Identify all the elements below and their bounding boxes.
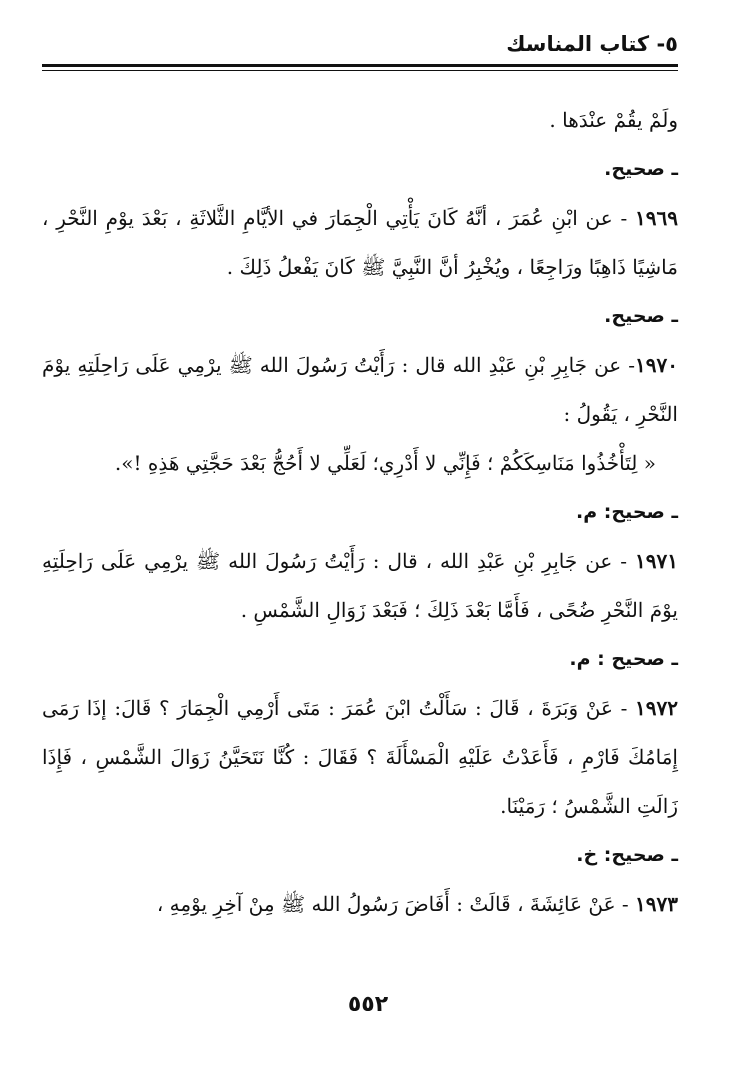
hadith-number: ١٩٧١ [635, 549, 678, 573]
hadith-text: - عن ابْنِ عُمَرَ ، أنَّهُ كَانَ يَأْتِي الْجِمَارَ في الأيَّامِ الثَّلاثَةِ ، بَعْدَ يوْمِ النَّحْرِ ، مَاشِيًا ذَاهِبًا ورَاجِعًا ، ويُخْبِرُ أنَّ النَّبِيَّ ﷺ كَانَ يَفْعلُ ذَلِكَ . [42, 206, 678, 279]
hadith-text: - عن جَابِرِ بْنِ عَبْدِ الله ، قال : رَأَيْتُ رَسُولَ الله ﷺ يرْمِي عَلَى رَاحِلَتِهِ يوْمَ النَّحْرِ ضُحًى ، فَأَمَّا بَعْدَ ذَلِكَ ؛ فَبَعْدَ زَوَالِ الشَّمْسِ . [42, 549, 678, 622]
grading-label: ـ صحيح: م. [576, 501, 678, 523]
hadith-text: - عَنْ وَبَرَةَ ، قَالَ : سَأَلْتُ ابْنَ عُمَرَ : مَتَى أَرْمِي الْجِمَارَ ؟ قَالَ: إذَا رَمَى إِمَامُكَ فَارْمِ ، فَأَعَدْتُ عَلَيْهِ الْمَسْأَلَةَ ؟ فَقَالَ : كُنَّا نَتَحَيَّنُ زَوَالَ الشَّمْسِ ، فَإِذَا زَالَتِ الشَّمْسُ ؛ رَمَيْنَا. [42, 696, 678, 818]
page-number: ٥٥٢ [347, 992, 389, 1017]
chapter-header: ٥- كتاب المناسك [506, 32, 678, 56]
text-line: ولَمْ يقُمْ عنْدَها . [549, 108, 678, 132]
grading-label: ـ صحيح. [604, 158, 678, 180]
hadith-number: ١٩٦٩ [635, 206, 678, 230]
grading-label: ـ صحيح : م. [569, 648, 678, 670]
hadith-text: - عَنْ عَائِشَةَ ، قَالَتْ : أَفَاضَ رَسُولُ الله ﷺ مِنْ آخِرِ يوْمِهِ ، [156, 892, 636, 916]
page-body [42, 96, 678, 929]
hadith-1971 [42, 537, 678, 635]
hadith-1969 [42, 194, 678, 292]
hadith-1973 [42, 880, 678, 929]
hadith-1970 [42, 341, 678, 439]
header-rule [42, 64, 678, 71]
hadith-1972 [42, 684, 678, 831]
hadith-number: ١٩٧٢ [635, 696, 678, 720]
hadith-number: ١٩٧٠ [635, 353, 679, 377]
hadith-number: ١٩٧٣ [635, 892, 678, 916]
hadith-quote: « لِتَأْخُذُوا مَنَاسِكَكُمْ ؛ فَإِنِّي لا أَدْرِي؛ لَعَلِّي لا أَحُجُّ بَعْدَ حَجَّتِي هَذِهِ !». [114, 451, 656, 475]
hadith-text: - عن جَابِرِ بْنِ عَبْدِ الله قال : رَأَيْتُ رَسُولَ الله ﷺ يرْمِي عَلَى رَاحِلَتِهِ يوْمَ النَّحْرِ ، يَقُولُ : [42, 353, 678, 426]
grading-label: ـ صحيح. [604, 305, 678, 327]
grading-label: ـ صحيح: خ. [576, 844, 678, 866]
